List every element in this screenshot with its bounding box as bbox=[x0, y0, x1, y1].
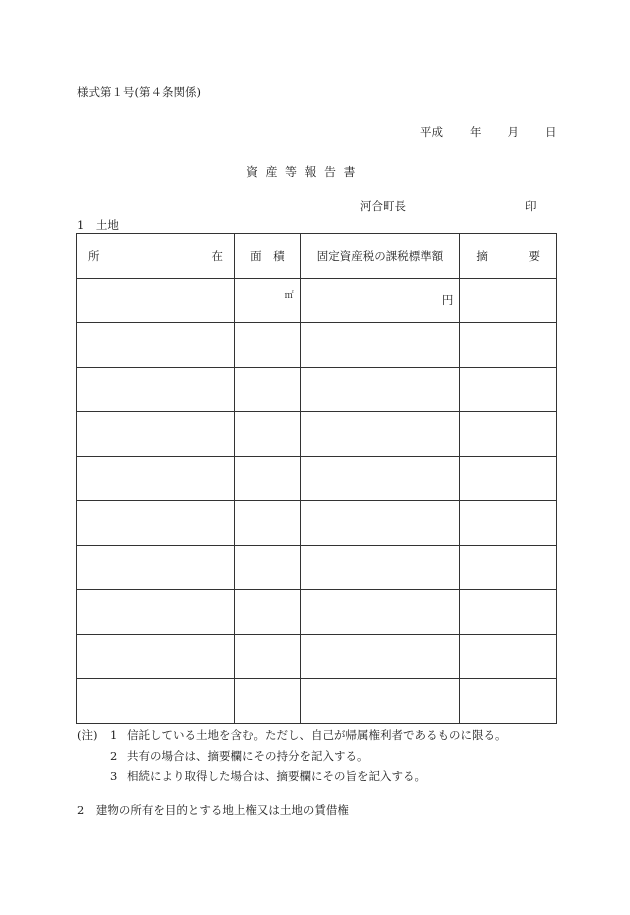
table-header-row bbox=[77, 234, 557, 279]
cell-tax-base[interactable] bbox=[300, 412, 460, 457]
table-row bbox=[77, 590, 557, 635]
cell-area[interactable] bbox=[235, 367, 301, 412]
cell-tax-base[interactable] bbox=[300, 323, 460, 368]
cell-area[interactable] bbox=[235, 456, 301, 501]
cell-tax-base[interactable] bbox=[300, 679, 460, 724]
document-title: 資産等報告書 bbox=[246, 165, 364, 179]
cell-location[interactable] bbox=[77, 367, 235, 412]
cell-remarks[interactable] bbox=[460, 545, 557, 590]
land-table bbox=[76, 233, 557, 724]
section-2-heading: 2 建物の所有を目的とする地上権又は土地の賃借権 bbox=[77, 803, 349, 817]
note-item: (注) 1 信託している土地を含む。ただし、自己が帰属権利者であるものに限る。 bbox=[77, 725, 507, 746]
cell-tax-base[interactable] bbox=[300, 501, 460, 546]
form-number: 様式第１号(第４条関係) bbox=[77, 85, 201, 99]
header-tax-base: 固定資産税の課税標準額 bbox=[300, 234, 460, 279]
notes-label: (注) bbox=[77, 728, 98, 742]
cell-remarks[interactable] bbox=[460, 323, 557, 368]
amount-unit: 円 bbox=[441, 292, 454, 307]
table-row bbox=[77, 323, 557, 368]
note-item: 3 相続により取得した場合は、摘要欄にその旨を記入する。 bbox=[110, 769, 426, 783]
cell-remarks[interactable] bbox=[460, 679, 557, 724]
cell-location[interactable] bbox=[77, 501, 235, 546]
cell-location[interactable] bbox=[77, 634, 235, 679]
addressee: 河合町長 bbox=[360, 199, 406, 213]
cell-location[interactable] bbox=[77, 545, 235, 590]
cell-location[interactable] bbox=[77, 679, 235, 724]
cell-tax-base[interactable] bbox=[300, 590, 460, 635]
header-location: 所 在 bbox=[77, 234, 235, 279]
date-day: 日 bbox=[545, 125, 557, 139]
table-row bbox=[77, 501, 557, 546]
section-1-heading: 1 土地 bbox=[77, 218, 119, 232]
cell-tax-base[interactable] bbox=[300, 278, 460, 323]
table-row bbox=[77, 456, 557, 501]
cell-tax-base[interactable] bbox=[300, 367, 460, 412]
table-row bbox=[77, 679, 557, 724]
cell-remarks[interactable] bbox=[460, 367, 557, 412]
cell-location[interactable] bbox=[77, 590, 235, 635]
cell-area[interactable] bbox=[235, 590, 301, 635]
header-area: 面 積 bbox=[235, 234, 301, 279]
cell-remarks[interactable] bbox=[460, 634, 557, 679]
cell-tax-base[interactable] bbox=[300, 456, 460, 501]
cell-remarks[interactable] bbox=[460, 456, 557, 501]
cell-tax-base[interactable] bbox=[300, 634, 460, 679]
cell-location[interactable] bbox=[77, 323, 235, 368]
seal-mark: 印 bbox=[525, 199, 537, 213]
cell-location[interactable] bbox=[77, 278, 235, 323]
cell-area[interactable] bbox=[235, 323, 301, 368]
cell-location[interactable] bbox=[77, 412, 235, 457]
cell-remarks[interactable] bbox=[460, 278, 557, 323]
date-era: 平成 bbox=[420, 125, 443, 139]
cell-area[interactable] bbox=[235, 278, 301, 323]
cell-remarks[interactable] bbox=[460, 412, 557, 457]
table-row bbox=[77, 634, 557, 679]
header-remarks: 摘 要 bbox=[460, 234, 557, 279]
note-item: 2 共有の場合は、摘要欄にその持分を記入する。 bbox=[110, 748, 369, 763]
notes bbox=[77, 725, 507, 787]
table-row bbox=[77, 412, 557, 457]
cell-location[interactable] bbox=[77, 456, 235, 501]
table-row bbox=[77, 367, 557, 412]
date-month: 月 bbox=[507, 125, 519, 139]
date-line bbox=[420, 124, 557, 140]
cell-tax-base[interactable] bbox=[300, 545, 460, 590]
table-row bbox=[77, 278, 557, 323]
cell-area[interactable] bbox=[235, 412, 301, 457]
cell-remarks[interactable] bbox=[460, 590, 557, 635]
area-unit: ㎡ bbox=[284, 290, 294, 301]
cell-area[interactable] bbox=[235, 545, 301, 590]
cell-remarks[interactable] bbox=[460, 501, 557, 546]
date-year: 年 bbox=[470, 125, 482, 139]
cell-area[interactable] bbox=[235, 501, 301, 546]
cell-area[interactable] bbox=[235, 634, 301, 679]
table-row bbox=[77, 545, 557, 590]
cell-area[interactable] bbox=[235, 679, 301, 724]
